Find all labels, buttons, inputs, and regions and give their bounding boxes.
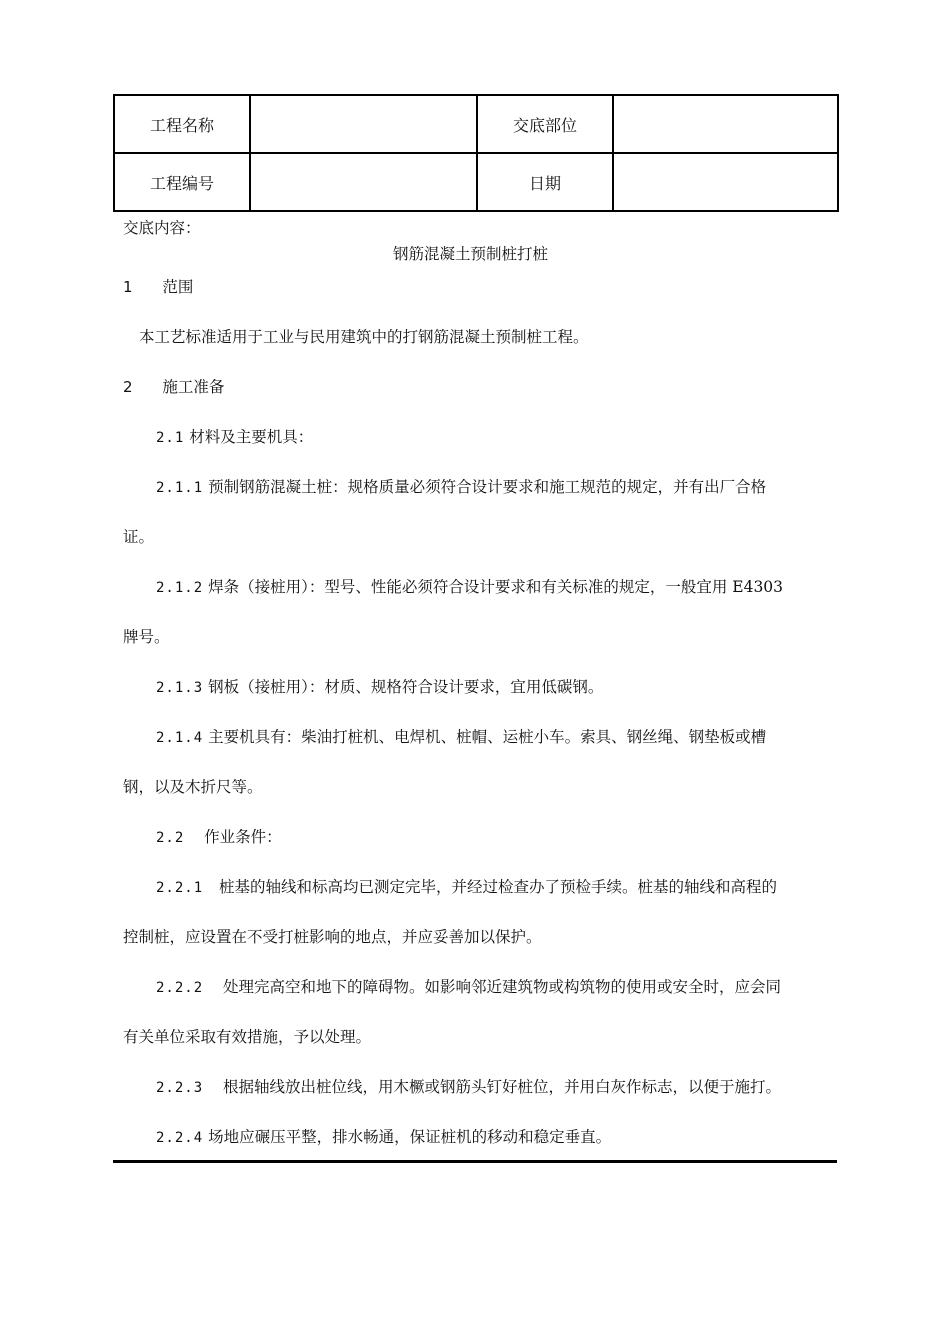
clause-text: 作业条件： (204, 828, 282, 846)
clause-number: 2.1.4 (156, 730, 204, 746)
handover-location-value (613, 95, 838, 153)
clause-2-1-4 (156, 727, 766, 748)
document-title: 钢筋混凝土预制桩打桩 (393, 245, 549, 263)
clause-number: 2.2.1 (156, 880, 204, 896)
section-number: 1 (123, 278, 133, 296)
clause-text: 根据轴线放出桩位线，用木橛或钢筋头钉好桩位，并用白灰作标志，以便于施打。 (223, 1078, 782, 1096)
page-bottom-rule (113, 1160, 837, 1163)
clause-number: 2.1 (156, 430, 185, 446)
clause-2-1-1 (156, 477, 766, 498)
clause-number: 2.2.3 (156, 1080, 204, 1096)
clause-text: 处理完高空和地下的障碍物。如影响邻近建筑物或构筑物的使用或安全时，应会同 (223, 978, 782, 996)
date-value (613, 153, 838, 211)
clause-text: 钢板（接桩用）：材质、规格符合设计要求，宜用低碳钢。 (208, 678, 604, 696)
clause-2-2-1-cont: 控制桩，应设置在不受打桩影响的地点，并应妥善加以保护。 (123, 928, 542, 946)
clause-number: 2.2.4 (156, 1130, 204, 1146)
clause-text: 桩基的轴线和标高均已测定完毕，并经过检查办了预检手续。桩基的轴线和高程的 (219, 878, 778, 896)
clause-number: 2.2.2 (156, 980, 204, 996)
section-1-text: 本工艺标准适用于工业与民用建筑中的打钢筋混凝土预制桩工程。 (139, 328, 589, 346)
clause-2-1-3 (156, 677, 603, 698)
clause-2-2-2 (156, 977, 781, 998)
clause-2-2-1 (156, 877, 777, 898)
table-row (114, 153, 838, 211)
clause-text: 主要机具有：柴油打桩机、电焊机、桩帽、运桩小车。索具、钢丝绳、钢垫板或槽 (208, 728, 767, 746)
clause-2-2-4 (156, 1127, 611, 1148)
clause-2-2 (156, 827, 282, 848)
clause-2-1-4-cont: 钢，以及木折尺等。 (123, 778, 263, 796)
project-number-label: 工程编号 (114, 153, 250, 211)
clause-text: 预制钢筋混凝土桩：规格质量必须符合设计要求和施工规范的规定，并有出厂合格 (208, 478, 767, 496)
clause-number: 2.1.3 (156, 680, 204, 696)
clause-text: 场地应碾压平整，排水畅通，保证桩机的移动和稳定垂直。 (208, 1128, 612, 1146)
section-title: 施工准备 (162, 378, 225, 396)
project-number-value (250, 153, 477, 211)
clause-number: 2.1.1 (156, 480, 204, 496)
clause-2-1-2 (156, 577, 783, 598)
clause-2-1-2-cont: 牌号。 (123, 628, 170, 646)
section-number: 2 (123, 378, 133, 396)
date-label: 日期 (477, 153, 613, 211)
section-title: 范围 (162, 278, 194, 296)
table-row (114, 95, 838, 153)
content-label: 交底内容： (123, 219, 201, 237)
section-2-heading (123, 377, 224, 397)
project-info-table (113, 94, 839, 212)
clause-text: 焊条（接桩用）：型号、性能必须符合设计要求和有关标准的规定，一般宜用 E4303 (208, 578, 784, 596)
clause-number: 2.2 (156, 830, 185, 846)
clause-text: 材料及主要机具： (189, 428, 314, 446)
handover-location-label: 交底部位 (477, 95, 613, 153)
project-name-label: 工程名称 (114, 95, 250, 153)
section-1-heading (123, 277, 193, 297)
clause-2-2-2-cont: 有关单位采取有效措施，予以处理。 (123, 1028, 372, 1046)
project-name-value (250, 95, 477, 153)
clause-2-2-3 (156, 1077, 781, 1098)
clause-number: 2.1.2 (156, 580, 204, 596)
clause-2-1 (156, 427, 313, 448)
clause-2-1-1-cont: 证。 (123, 528, 155, 546)
